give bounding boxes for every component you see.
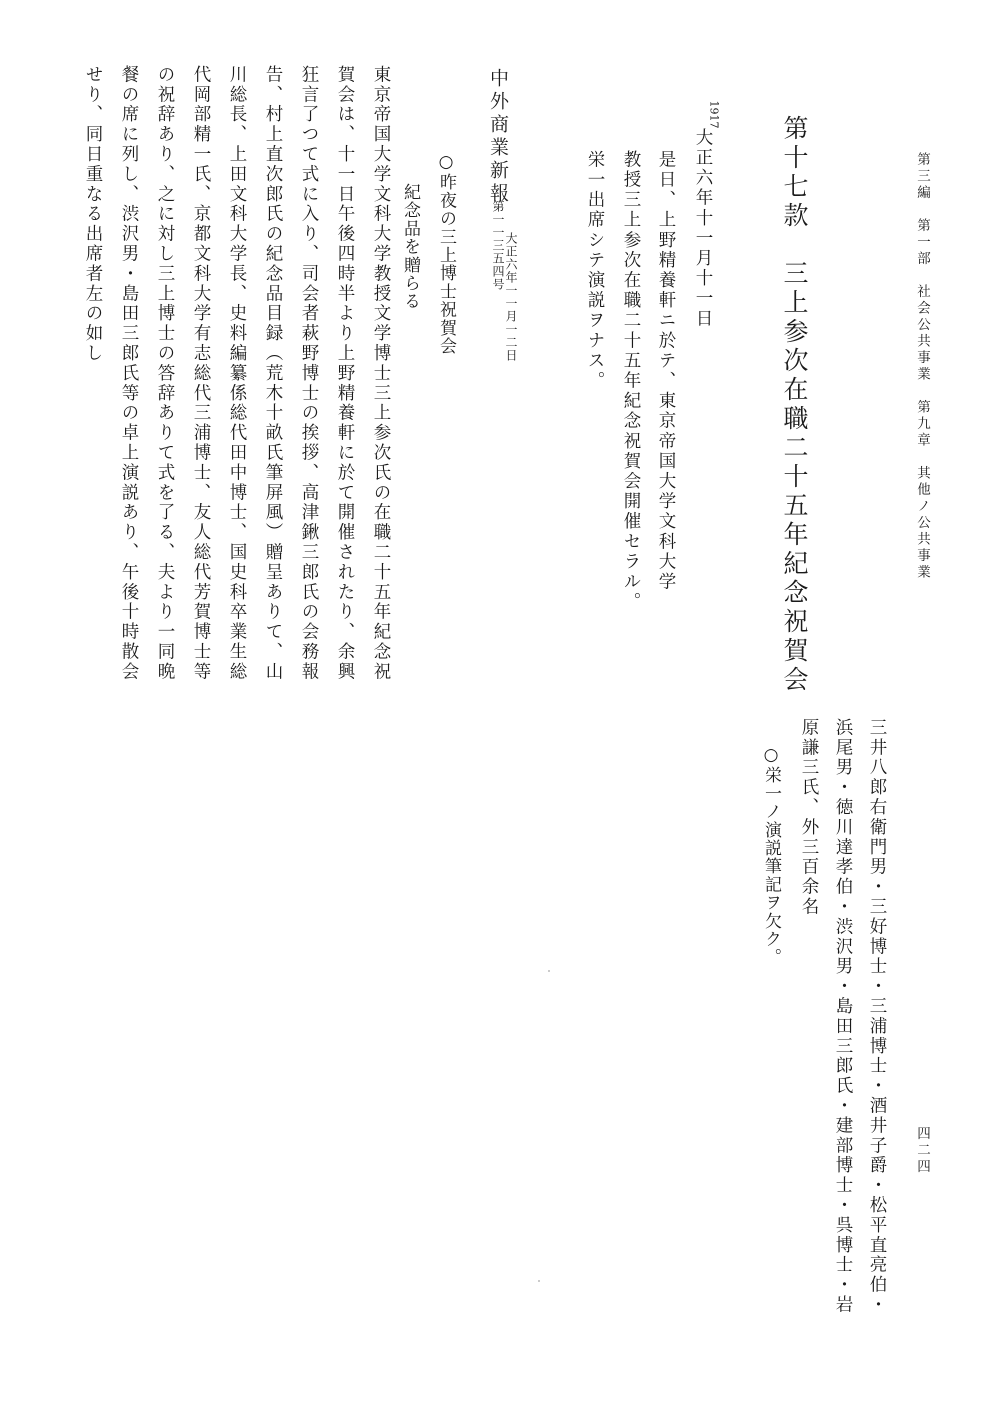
header-gap bbox=[914, 383, 930, 400]
page-number: 四二四 bbox=[914, 1126, 930, 1176]
news-line: 東京帝国大学文科大学教授文学博士三上参次氏の在職二十五年紀念祝 bbox=[371, 65, 391, 682]
news-line: 餐の席に列し、渋沢男・島田三郎氏等の卓上演説あり、午後十時散会 bbox=[119, 65, 139, 682]
header-gap bbox=[914, 449, 930, 466]
paper-speck bbox=[538, 1280, 540, 1282]
news-headline: ○昨夜の三上博士祝賀会 bbox=[436, 152, 456, 356]
summary-line: 是日、上野精養軒ニ於テ、東京帝国大学文科大学 bbox=[656, 150, 676, 593]
paper-speck bbox=[548, 970, 550, 972]
summary-line: 教授三上参次在職二十五年紀念祝賀会開催セラル。 bbox=[621, 150, 641, 613]
attendee-line: 三井八郎右衛門男・三好博士・三浦博士・酒井子爵・松平直亮伯・ bbox=[867, 718, 887, 1315]
attendee-line: 浜尾男・徳川達孝伯・渋沢男・島田三郎氏・建部博士・呉博士・岩 bbox=[833, 718, 853, 1315]
newspaper-name: 中外商業新報 bbox=[487, 68, 509, 206]
news-line: の祝辞あり、之に対し三上博士の答辞ありて式を了る、夫より一同晩 bbox=[155, 65, 175, 682]
article-date: 大正六年十一月十一日 bbox=[693, 128, 713, 329]
news-subheadline: 紀念品を贈らる bbox=[400, 183, 420, 311]
news-line: 賀会は、十一日午後四時半より上野精養軒に於て開催されたり、余興 bbox=[335, 65, 355, 682]
running-header bbox=[915, 152, 929, 581]
attendee-line: 原謙三氏、外三百余名 bbox=[799, 718, 819, 917]
news-line: 代岡部精一氏、京都文科大学有志総代三浦博士、友人総代芳賀博士等 bbox=[191, 65, 211, 682]
news-line: 告、村上直次郎氏の紀念品目録（荒木十畝氏筆屏風）贈呈ありて、山 bbox=[263, 65, 283, 682]
news-line: 川総長、上田文科大学長、史料編纂係総代田中博士、国史科卒業生総 bbox=[227, 65, 247, 682]
chapter-title: 其他ノ公共事業 bbox=[914, 465, 930, 581]
header-gap bbox=[914, 268, 930, 285]
news-line: 狂言了つて式に入り、司会者萩野博士の挨拶、高津鍬三郎氏の会務報 bbox=[299, 65, 319, 682]
part-label: 第一部 bbox=[914, 218, 930, 268]
editorial-note: ○栄一ノ演説筆記ヲ欠ク。 bbox=[761, 745, 781, 967]
issue-date: 大正六年一一月一二日 bbox=[504, 232, 518, 362]
year-note: 1917 bbox=[707, 100, 721, 129]
chapter-label: 第九章 bbox=[914, 399, 930, 449]
section-label: 社会公共事業 bbox=[914, 284, 930, 383]
summary-line: 栄一出席シテ演説ヲナス。 bbox=[585, 150, 605, 392]
article-heading: 第十七款 三上参次在職二十五年紀念祝賀会 bbox=[780, 115, 809, 695]
news-line: せり、同日重なる出席者左の如し bbox=[83, 65, 103, 364]
issue-number: 第一一三五四号 bbox=[491, 200, 505, 291]
volume-label: 第三編 bbox=[914, 152, 930, 202]
header-gap bbox=[914, 202, 930, 219]
